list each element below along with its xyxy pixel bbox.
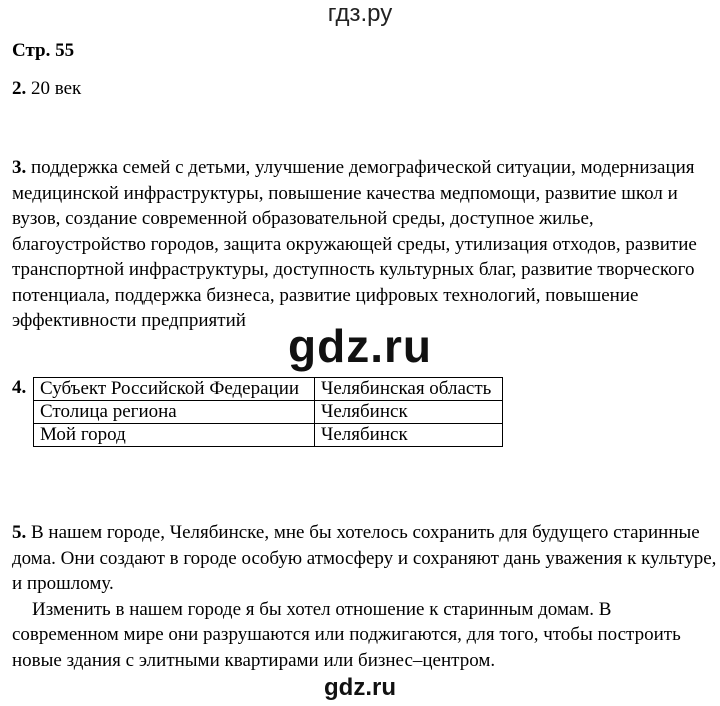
table-cell: Субъект Российской Федерации — [34, 378, 315, 401]
watermark-top: гдз.ру — [327, 0, 393, 27]
answer-2 — [12, 76, 81, 102]
answer-5-text-1: В нашем городе, Челябинске, мне бы хотелось сохранить для будущего старинные дома. Они создают в городе особую атмосферу и сохраняют дань уважения к культуре, и прошлому. — [12, 522, 717, 594]
answer-5-number: 5. — [12, 522, 27, 543]
answer-5-paragraph-1 — [12, 520, 720, 597]
table-cell: Челябинская область — [315, 378, 503, 401]
page-label: Стр. 55 — [12, 40, 75, 61]
answer-2-number: 2. — [12, 78, 27, 99]
answer-3-number: 3. — [12, 157, 27, 178]
table-row — [34, 424, 503, 447]
table-cell: Челябинск — [315, 424, 503, 447]
answer-3 — [12, 155, 712, 334]
table-row — [34, 378, 503, 401]
answer-2-text: 20 век — [31, 78, 82, 99]
watermark-middle: gdz.ru — [288, 320, 432, 372]
region-table — [33, 377, 503, 447]
answer-4-number: 4. — [12, 377, 27, 398]
table-cell: Мой город — [34, 424, 315, 447]
table-row — [34, 401, 503, 424]
answer-3-text: поддержка семей с детьми, улучшение демографической ситуации, модернизация медицинской инфраструктуры, повышение качества медпомощи, развитие школ и вузов, создание современной образовательной среды, доступное жилье, благоустройство городов, защита окружающей среды, утилизация отходов, развитие транспортной инфраструктуры, доступность культурных благ, развитие творческого потенциала, поддержка бизнеса, развитие цифровых технологий, повышение эффективности предприятий — [12, 157, 697, 331]
answer-5-paragraph-2: Изменить в нашем городе я бы хотел отношение к старинным домам. В современном мире они разрушаются или поджигаются, для того, чтобы построить новые здания с элитными квартирами или бизнес–центром. — [12, 598, 681, 671]
watermark-bottom: gdz.ru — [324, 674, 396, 701]
table-cell: Столица региона — [34, 401, 315, 424]
table-cell: Челябинск — [315, 401, 503, 424]
answer-5 — [12, 520, 720, 673]
